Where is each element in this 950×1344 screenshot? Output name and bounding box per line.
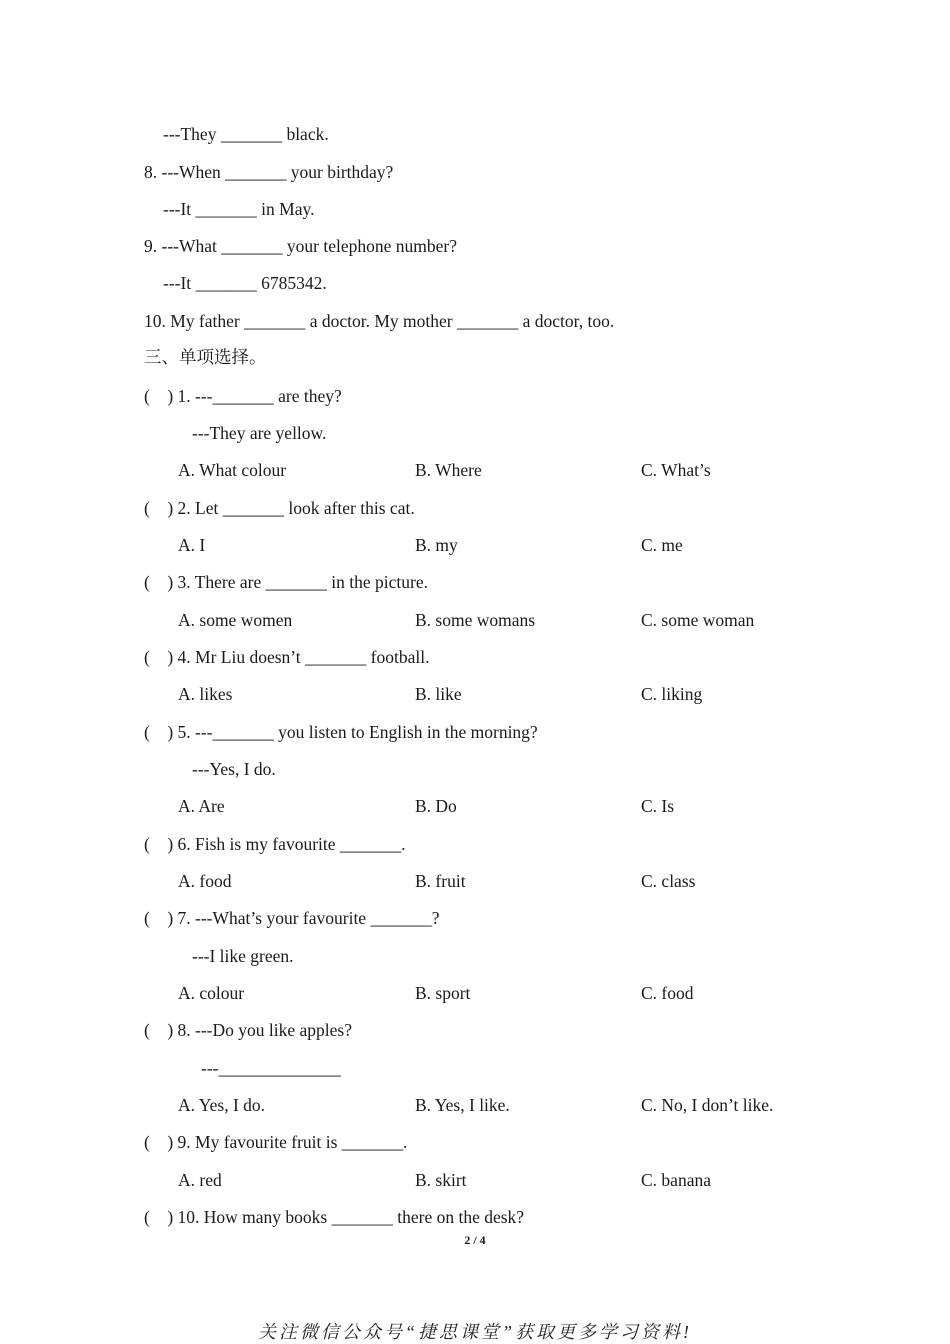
question-stem: ( ) 3. There are _______ in the picture.: [144, 572, 428, 592]
question-stem: ( ) 2. Let _______ look after this cat.: [144, 498, 415, 518]
option-b: B. Yes, I like.: [415, 1095, 510, 1115]
option-b: B. sport: [415, 983, 471, 1003]
option-a: A. some women: [178, 610, 293, 630]
question-stem: ( ) 10. How many books _______ there on the desk?: [144, 1207, 525, 1227]
q7-answer-line: ---They _______ black.: [163, 124, 329, 144]
question-stem: ( ) 9. My favourite fruit is _______.: [144, 1132, 408, 1152]
option-c: C. Is: [641, 796, 675, 816]
q10-line: 10. My father _______ a doctor. My mother _______ a doctor, too.: [144, 311, 615, 331]
option-a: A. What colour: [178, 460, 287, 480]
option-c: C. class: [641, 871, 696, 891]
q8-question-line: 8. ---When _______ your birthday?: [144, 162, 394, 182]
option-a: A. Yes, I do.: [178, 1095, 266, 1115]
option-c: C. some woman: [641, 610, 755, 630]
option-b: B. fruit: [415, 871, 466, 891]
option-b: B. like: [415, 684, 462, 704]
option-a: A. Are: [178, 796, 225, 816]
option-b: B. some womans: [415, 610, 536, 630]
q9-answer-line: ---It _______ 6785342.: [163, 273, 327, 293]
page-number: 2 / 4: [464, 1233, 486, 1247]
option-a: A. food: [178, 871, 232, 891]
question-stem: ( ) 5. ---_______ you listen to English in the morning?: [144, 722, 538, 742]
section-heading: 三、单项选择。: [144, 347, 267, 367]
question-stem: ( ) 4. Mr Liu doesn’t _______ football.: [144, 647, 430, 667]
option-a: A. likes: [178, 684, 233, 704]
option-a: A. red: [178, 1170, 222, 1190]
question-stem: ( ) 7. ---What’s your favourite _______?: [144, 908, 440, 928]
option-b: B. skirt: [415, 1170, 467, 1190]
option-a: A. colour: [178, 983, 245, 1003]
option-b: B. my: [415, 535, 458, 555]
q9-question-line: 9. ---What _______ your telephone number?: [144, 236, 457, 256]
option-c: C. banana: [641, 1170, 711, 1190]
q8-answer-line: ---It _______ in May.: [163, 199, 315, 219]
question-reply: ---Yes, I do.: [192, 759, 276, 779]
question-reply: ---______________: [201, 1058, 341, 1078]
option-c: C. No, I don’t like.: [641, 1095, 774, 1115]
option-c: C. me: [641, 535, 683, 555]
question-stem: ( ) 1. ---_______ are they?: [144, 386, 342, 406]
option-b: B. Do: [415, 796, 457, 816]
footer-note: 关注微信公众号“捷思课堂”获取更多学习资料!: [257, 1322, 692, 1342]
question-stem: ( ) 6. Fish is my favourite _______.: [144, 834, 406, 854]
option-b: B. Where: [415, 460, 482, 480]
question-reply: ---They are yellow.: [192, 423, 327, 443]
option-c: C. food: [641, 983, 694, 1003]
option-c: C. What’s: [641, 460, 711, 480]
question-stem: ( ) 8. ---Do you like apples?: [144, 1020, 352, 1040]
option-a: A. I: [178, 535, 206, 555]
option-c: C. liking: [641, 684, 703, 704]
question-reply: ---I like green.: [192, 946, 294, 966]
